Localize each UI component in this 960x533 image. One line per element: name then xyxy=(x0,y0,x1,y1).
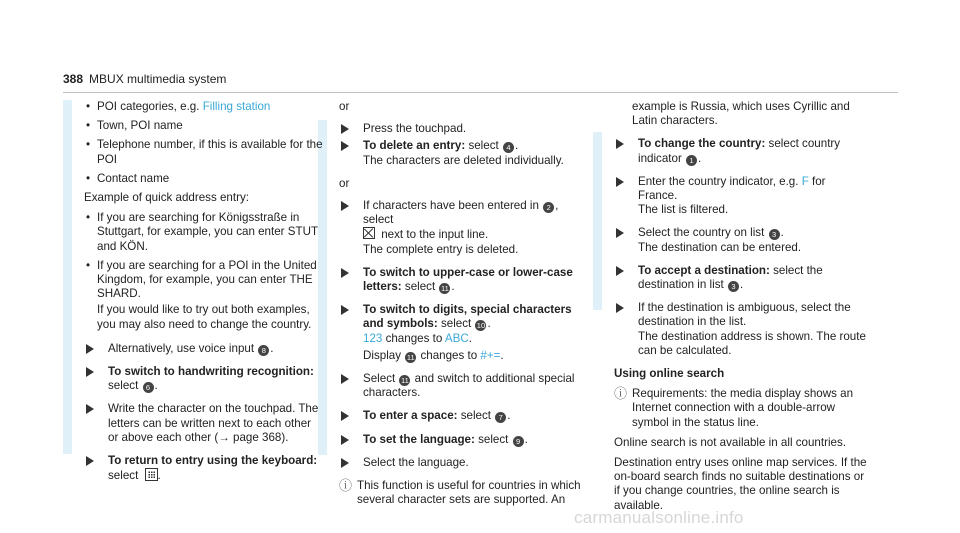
step: Select 11 and switch to additional special characters. xyxy=(339,372,589,400)
number-icon: 10 xyxy=(476,321,486,331)
number-icon: 11 xyxy=(401,376,409,386)
section-heading: Using online search xyxy=(614,367,725,381)
list-item: • POI categories, e.g. Filling station xyxy=(84,100,324,114)
step: To switch to handwriting recognition: select 6 . xyxy=(84,365,324,393)
page-header xyxy=(63,72,226,86)
list-item: • Town, POI name xyxy=(84,119,324,133)
list-item: • Telephone number, if this is available for the POI xyxy=(84,138,324,166)
section-bar-col1 xyxy=(63,100,72,454)
list-item: • If you are searching for Königsstraße in Stuttgart, for example, you can enter STUT and KÖN. xyxy=(84,211,324,254)
step: To change the country: select country indicator 1 . xyxy=(614,137,868,165)
step: Write the character on the touchpad. The letters can be written next to each other or above each other (→ page 368). xyxy=(84,402,324,445)
number-icon: 7 xyxy=(495,412,506,423)
list-item: • Contact name xyxy=(84,172,324,186)
step: If characters have been entered in 2 , select next to the input line. The complete entry is deleted. xyxy=(339,199,589,257)
paragraph: Destination entry uses online map services. If the on-board search finds no suitable destinations or if you change countries, the online search is available. xyxy=(614,456,867,512)
display-change-text: Display 11 changes to #+=. xyxy=(363,348,504,362)
step-arrow-icon xyxy=(616,139,624,149)
step: Select the language. xyxy=(339,456,589,470)
number-icon: 11 xyxy=(406,352,415,362)
list-item: • If you are searching for a POI in the United Kingdom, for example, you can enter THE SHARD. xyxy=(84,259,324,302)
example-intro: Example of quick address entry: xyxy=(84,191,249,205)
step-arrow-icon xyxy=(616,177,624,187)
step: To switch to upper-case or lower-case letters: select 11 . xyxy=(339,266,589,294)
info-icon: ⓘ xyxy=(614,386,628,402)
step: Alternatively, use voice input 8 . xyxy=(84,342,324,356)
paragraph: Online search is not available in all countries. xyxy=(614,435,846,449)
header-title: MBUX multimedia system xyxy=(89,72,227,86)
section-bar-col3 xyxy=(593,132,602,310)
delete-icon xyxy=(363,227,375,239)
step-arrow-icon xyxy=(616,303,624,313)
column-2 xyxy=(339,100,589,513)
step-arrow-icon xyxy=(86,404,94,414)
step: Select the country on list 3 . The destination can be entered. xyxy=(614,226,868,254)
number-icon: 8 xyxy=(258,345,269,356)
number-icon: 1 xyxy=(686,155,697,166)
step: Enter the country indicator, e.g. F for France. The list is filtered. xyxy=(614,175,868,218)
step-arrow-icon xyxy=(86,367,94,377)
step: To set the language: select 9 . xyxy=(339,433,589,447)
header-rule xyxy=(63,92,898,93)
step-arrow-icon xyxy=(341,435,349,445)
filling-station-link: Filling station xyxy=(202,100,271,113)
or-text: or xyxy=(339,176,350,190)
number-icon: 3 xyxy=(769,229,780,240)
step: To return to entry using the keyboard: select . xyxy=(84,454,324,483)
step-arrow-icon xyxy=(341,201,349,211)
page-number: 388 xyxy=(63,72,84,86)
number-icon: 9 xyxy=(513,436,524,447)
watermark: carmanualsonline.info xyxy=(574,508,744,527)
column-3 xyxy=(614,100,868,519)
step: If the destination is ambiguous, select the destination in the list. The destination address is shown. The route can be calculated. xyxy=(614,301,868,358)
number-icon: 2 xyxy=(543,202,554,213)
or-text: or xyxy=(339,100,350,113)
note-continuation: example is Russia, which uses Cyrillic and Latin characters. xyxy=(632,100,850,128)
keyboard-icon xyxy=(145,468,158,481)
step: To switch to digits, special characters and symbols: select 10 . 123 changes to ABC. xyxy=(339,303,589,346)
step-arrow-icon xyxy=(341,411,349,421)
step-arrow-icon xyxy=(341,124,349,134)
info-note: ⓘ This function is useful for countries in which several character sets are supported. An xyxy=(339,478,581,507)
step-arrow-icon xyxy=(86,344,94,354)
column-1 xyxy=(84,100,324,492)
example-followup: If you would like to try out both examples, you may also need to change the country. xyxy=(97,303,312,331)
step-arrow-icon xyxy=(616,228,624,238)
step-arrow-icon xyxy=(341,305,349,315)
step-arrow-icon xyxy=(341,374,349,384)
step-arrow-icon xyxy=(86,456,94,466)
step-arrow-icon xyxy=(341,458,349,468)
number-icon: 4 xyxy=(503,142,514,153)
step: Press the touchpad. xyxy=(339,122,589,136)
number-icon: 3 xyxy=(728,281,739,292)
step-arrow-icon xyxy=(616,266,624,276)
step: To delete an entry: select 4 . The characters are deleted individually. xyxy=(339,139,589,167)
info-icon: ⓘ xyxy=(339,478,353,494)
number-icon: 11 xyxy=(441,284,449,294)
step-arrow-icon xyxy=(341,268,349,278)
step: To accept a destination: select the destination in list 3 . xyxy=(614,264,868,292)
requirements-note: ⓘ Requirements: the media display shows an Internet connection with a double-arrow symbol in the status line. xyxy=(614,386,854,429)
number-icon: 6 xyxy=(143,382,154,393)
step-arrow-icon xyxy=(341,141,349,151)
step: To enter a space: select 7 . xyxy=(339,409,589,423)
